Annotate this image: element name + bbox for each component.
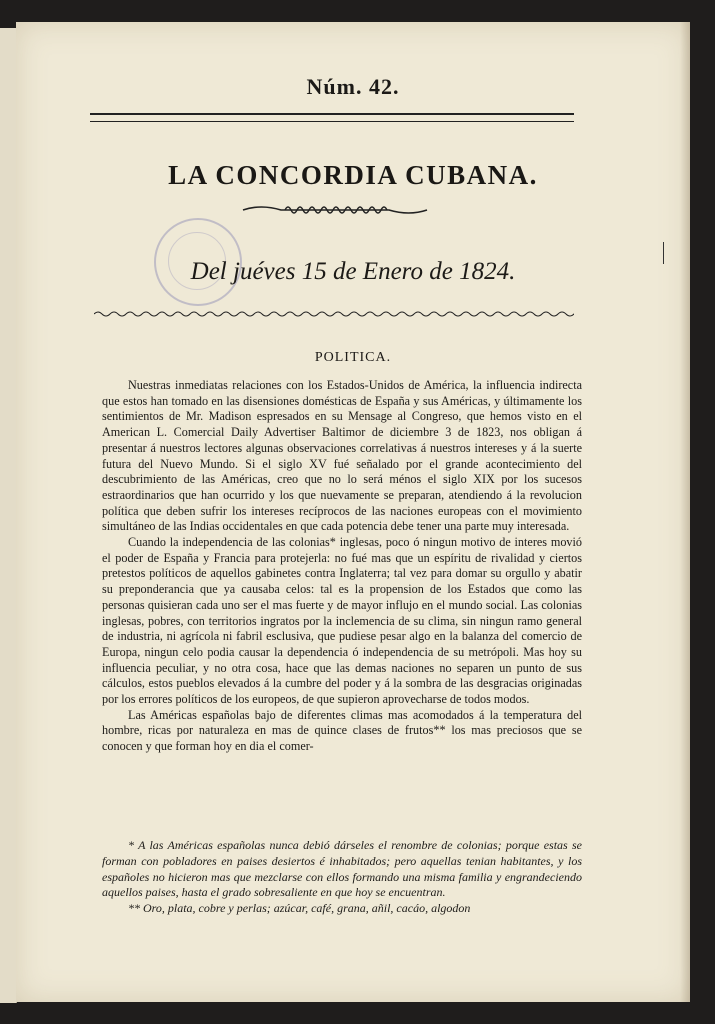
wavy-rule xyxy=(94,310,574,318)
footnote: * A las Américas españolas nunca debió dárseles el renombre de colonias; porque estas se forman con pobladores en paises desiertos é inhabitados; pero aquellas tenian habitantes, y los españoles no hicieron mas que mezclarse con ellos formando una misma familia y engrandeciendo aquellos paises, hasta el grado sobresaliente en que hoy se encuentran. xyxy=(102,838,582,900)
ornament-divider-icon xyxy=(241,202,429,218)
previous-page-edge xyxy=(0,28,17,1003)
article-paragraph: Las Américas españolas bajo de diferentes climas mas acomodados á la temperatura del hombre, ricas por naturaleza en mas de quince clases de frutos** los mas preciosos que se conocen y que forman hoy en dia el comer- xyxy=(102,707,582,754)
article-paragraph: Cuando la independencia de las colonias* inglesas, poco ó ningun motivo de interes movió el poder de España y Francia para protejerla: no fué mas que un espíritu de rivalidad y ciertos pretestos políticos de aquellos gabinetes contra Inglaterra; tal vez para domar su orgullo y abatir su preponderancia que ya causaba celos: tal es la propension de los Estados que como las personas quisieran cada uno ser el mas fuerte y de mayor influjo en el mundo social. Las colonias inglesas, pobres, con territorios ingratos por la inclemencia de su clima, sin ningun ramo general de industria, ni agrícola ni fabril esclusiva, que pudiese pesar algo en la balanza del comercio de Europa, ningun celo podia causar la dependencia ó independencia de su metrópoli. Mas hoy su influencia peculiar, y no otra cosa, hace que las demas naciones no separen un punto de sus cálculos, estos pueblos elevados á la cumbre del poder y á la sombra de las desgracias originadas por los errores políticos de los europeos, de que supieron aprovecharse de todos modos. xyxy=(102,535,582,707)
issue-date: Del juéves 15 de Enero de 1824. xyxy=(190,258,516,285)
footnotes xyxy=(102,838,582,917)
newspaper-title: LA CONCORDIA CUBANA. xyxy=(168,160,538,190)
newspaper-page xyxy=(16,22,690,1002)
article-body xyxy=(102,378,582,755)
section-heading: POLITICA. xyxy=(314,350,392,365)
top-double-rule xyxy=(90,113,574,122)
margin-mark xyxy=(663,242,668,264)
footnote: ** Oro, plata, cobre y perlas; azúcar, café, grana, añil, cacáo, algodon xyxy=(128,901,471,916)
article-paragraph: Nuestras inmediatas relaciones con los Estados-Unidos de América, la influencia indirecta que estos han tomado en las disensiones domésticas de España y sus Américas, y últimamente los sentimientos de Mr. Madison espresados en su Mensage al Congreso, que hemos visto en el American L. Comercial Daily Advertiser Baltimor de diciembre 3 de 1823, nos obligan á presentar á nuestros lectores algunas observaciones correlativas á nuestros intereses y á la suerte futura del Nuevo Mundo. Si el siglo XV fué señalado por el grande acontecimiento del descubrimiento de las Américas, creo que no lo será ménos el siglo XIX por los sucesos estraordinarios que han ocurrido y los que nuevamente se preparan, atendiendo á la revolucion política que deben sufrir los intereses recíprocos de las naciones europeas con el movimiento simultáneo de las Indias occidentales en que cada potencia debe tener una parte muy interesada. xyxy=(102,378,582,534)
issue-number: Núm. 42. xyxy=(306,74,400,99)
